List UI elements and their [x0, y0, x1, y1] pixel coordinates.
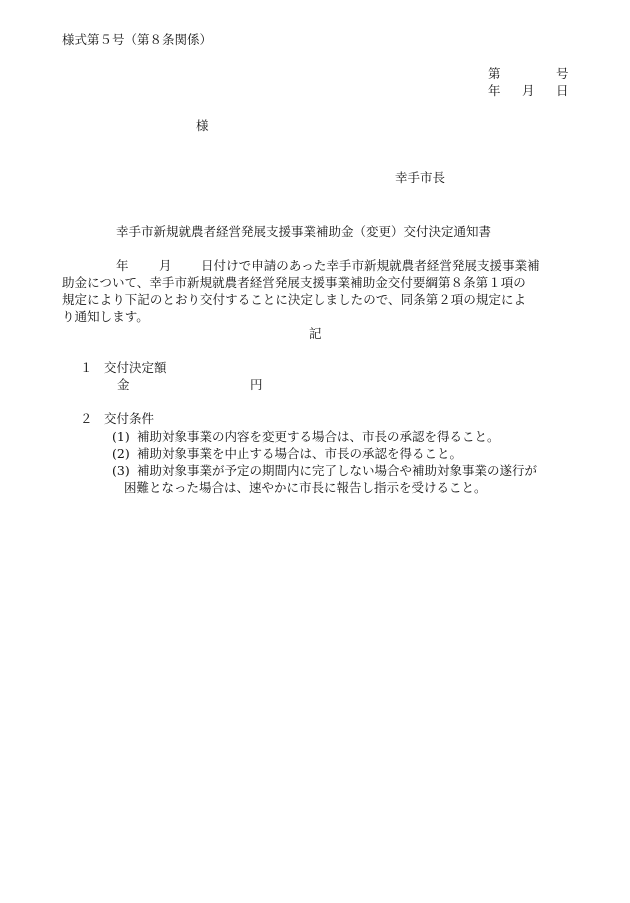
ki-marker: 記 — [309, 326, 322, 341]
page-title: 幸手市新規就農者経営発展支援事業補助金（変更）交付決定通知書 — [116, 224, 492, 239]
doc-date-nen: 年 — [488, 83, 501, 98]
body-date-tsuki: 月 — [159, 258, 172, 273]
item1-kin: 金 — [117, 377, 130, 392]
item2-number: ２ — [80, 411, 93, 426]
item1-yen: 円 — [250, 377, 263, 392]
doc-number-dai: 第 — [488, 66, 501, 81]
condition-3-num: (3) — [112, 463, 130, 478]
doc-date-hi: 日 — [556, 83, 569, 98]
doc-number-go: 号 — [556, 66, 569, 81]
condition-2-num: (2) — [112, 446, 130, 461]
item1-number: １ — [80, 360, 93, 375]
condition-3-cont: 困難となった場合は、速やかに市長に報告し指示を受けること。 — [124, 480, 487, 495]
condition-1-num: (1) — [112, 429, 130, 444]
condition-1-text: 補助対象事業の内容を変更する場合は、市長の承認を得ること。 — [137, 429, 500, 444]
item2-heading: 交付条件 — [104, 411, 155, 426]
body-line-2: 助金について、幸手市新規就農者経営発展支援事業補助金交付要綱第８条第１項の — [62, 275, 526, 290]
body-line-1: 日付けで申請のあった幸手市新規就農者経営発展支援事業補 — [201, 258, 540, 273]
condition-3-text: 補助対象事業が予定の期間内に完了しない場合や補助対象事業の遂行が — [137, 463, 538, 478]
form-id: 様式第５号（第８条関係） — [62, 32, 213, 47]
body-date-nen: 年 — [116, 258, 129, 273]
body-line-3: 規定により下記のとおり交付することに決定しましたので、同条第２項の規定によ — [62, 292, 527, 307]
item1-heading: 交付決定額 — [104, 360, 167, 375]
doc-date-tsuki: 月 — [522, 83, 535, 98]
condition-2-text: 補助対象事業を中止する場合は、市長の承認を得ること。 — [137, 446, 463, 461]
issuer: 幸手市長 — [395, 170, 446, 185]
body-line-4: り通知します。 — [62, 309, 149, 324]
addressee-suffix: 様 — [196, 118, 209, 133]
